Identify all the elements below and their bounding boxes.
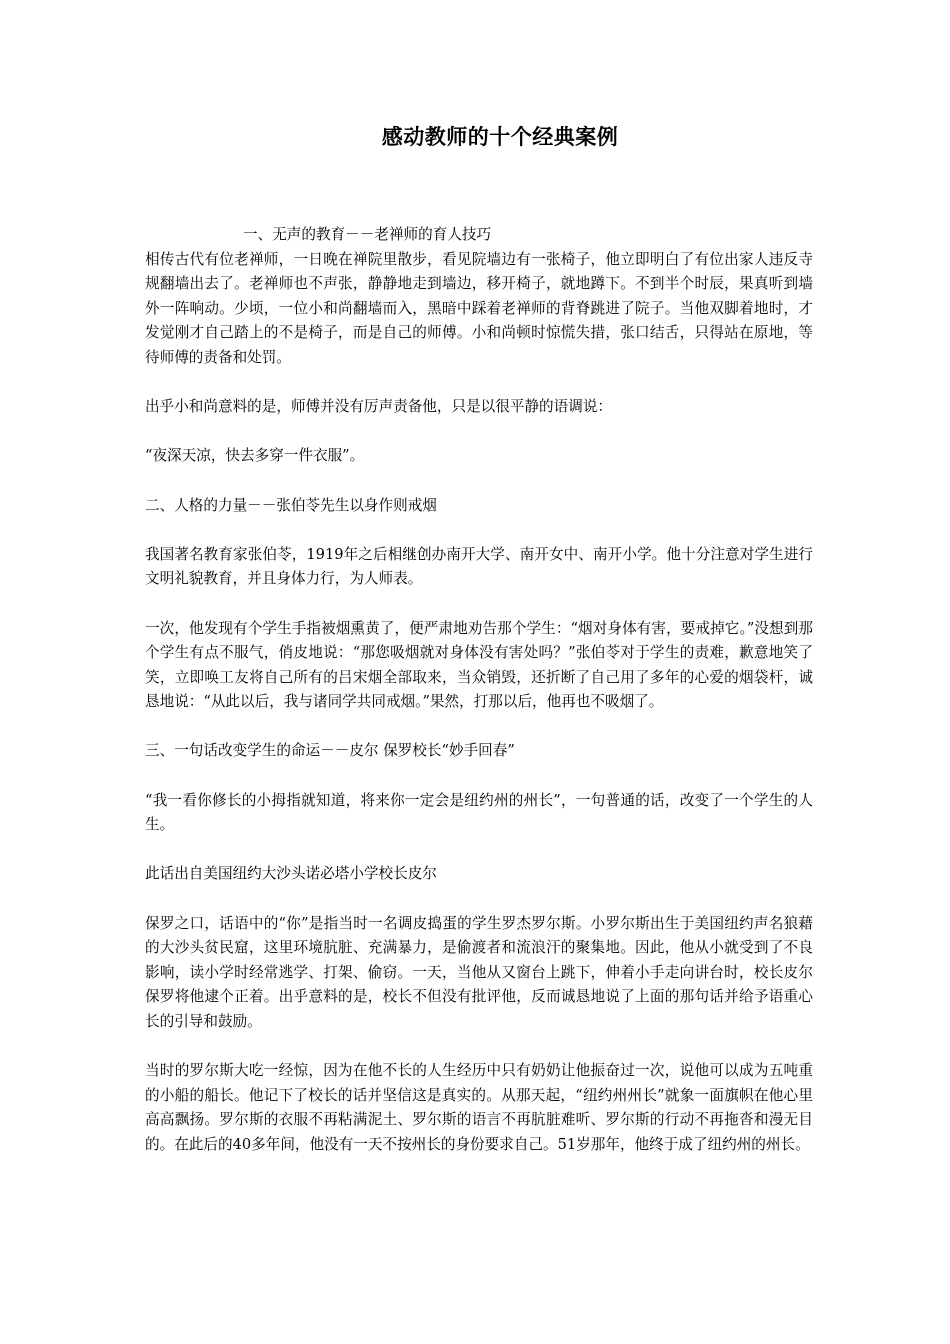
section-heading-3: 三、一句话改变学生的命运－－皮尔 保罗校长“妙手回春” [145, 742, 515, 760]
document-body [145, 223, 813, 1158]
paragraph-spacer [145, 715, 813, 740]
paragraph-9: 当时的罗尔斯大吃一经惊，因为在他不长的人生经历中只有奶奶让他振奋过一次，说他可以成为五吨重的小船的船长。他记下了校长的话并坚信这是真实的。从那天起，“纽约州州长”就象一面旗帜在他心里高高飘扬。罗尔斯的衣服不再粘满泥土、罗尔斯的语言不再肮脏难听、罗尔斯的行动不再拖沓和漫无目的。在此后的40多年间，他没有一天不按州长的身份要求自己。51岁那年，他终于成了纽约州的州长。 [145, 1062, 813, 1153]
paragraph-spacer [145, 469, 813, 494]
paragraph-spacer [145, 1035, 813, 1060]
paragraph-spacer [145, 887, 813, 912]
paragraph-spacer [145, 371, 813, 396]
paragraph-2: 出乎小和尚意料的是，师傅并没有厉声责备他，只是以很平静的语调说： [145, 398, 613, 416]
paragraph-spacer [145, 764, 813, 789]
paragraph-spacer [145, 592, 813, 617]
paragraph-5: 一次，他发现有个学生手指被烟熏黄了，便严肃地劝告那个学生：“烟对身体有害，要戒掉它。”没想到那个学生有点不服气，俏皮地说：“那您吸烟就对身体没有害处吗？”张伯苓对于学生的责难，歉意地笑了笑，立即唤工友将自己所有的吕宋烟全部取来，当众销毁，还折断了自己用了多年的心爱的烟袋杆，诚恳地说：“从此以后，我与诸同学共同戒烟。”果然，打那以后，他再也不吸烟了。 [145, 619, 813, 711]
paragraph-3: “夜深天凉，快去多穿一件衣服”。 [145, 447, 365, 465]
section-heading-2: 二、人格的力量－－张伯苓先生以身作则戒烟 [145, 496, 437, 514]
paragraph-spacer [145, 838, 813, 863]
paragraph-spacer [145, 518, 813, 543]
paragraph-4: 我国著名教育家张伯苓，1919年之后相继创办南开大学、南开女中、南开小学。他十分注意对学生进行文明礼貌教育，并且身体力行，为人师表。 [145, 545, 813, 588]
paragraph-spacer [145, 420, 813, 445]
document-title: 感动教师的十个经典案例 [381, 124, 619, 149]
paragraph-7: 此话出自美国纽约大沙头诺必塔小学校长皮尔 [145, 865, 437, 883]
paragraph-8: 保罗之口，话语中的“你”是指当时一名调皮捣蛋的学生罗杰罗尔斯。小罗尔斯出生于美国纽约声名狼藉的大沙头贫民窟，这里环境肮脏、充满暴力，是偷渡者和流浪汗的聚集地。因此，他从小就受到了不良影响，读小学时经常逃学、打架、偷窃。一天，当他从又窗台上跳下，伸着小手走向讲台时，校长皮尔保罗将他逮个正着。出乎意料的是，校长不但没有批评他，反而诚恳地说了上面的那句话并给予语重心长的引导和鼓励。 [145, 914, 813, 1030]
section-heading-1: 一、无声的教育－－老禅师的育人技巧 [243, 226, 492, 243]
paragraph-6: “我一看你修长的小拇指就知道，将来你一定会是纽约州的州长”，一句普通的话，改变了一个学生的人生。 [145, 791, 813, 834]
paragraph-1: 相传古代有位老禅师，一日晚在禅院里散步，看见院墙边有一张椅子，他立即明白了有位出家人违反寺规翻墙出去了。老禅师也不声张，静静地走到墙边，移开椅子，就地蹲下。不到半个时辰，果真听到墙外一阵响动。少顷，一位小和尚翻墙而入，黑暗中踩着老禅师的背脊跳进了院子。当他双脚着地时，才发觉刚才自己踏上的不是椅子，而是自己的师傅。小和尚顿时惊慌失措，张口结舌，只得站在原地，等待师傅的责备和处罚。 [145, 250, 813, 366]
